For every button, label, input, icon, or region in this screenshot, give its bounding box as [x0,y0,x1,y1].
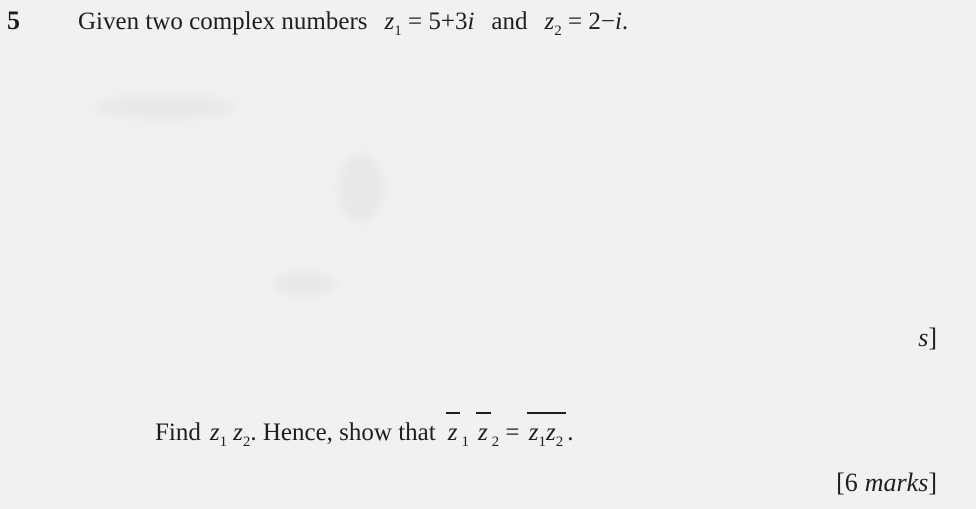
math-z1-equation: = 5+3 [401,8,468,35]
product-z1-subscript: 1 [538,434,547,450]
conjugate-product-overbar [527,412,566,450]
conjugate-z2-symbol: z [477,419,488,446]
product-z2-symbol: z [546,419,556,446]
math-z1-symbol: z [384,8,395,35]
conjugate-z2-overbar [476,412,491,445]
partial-marks-bracket: ] [928,323,937,352]
conjugate-z2-subscript: 2 [491,434,500,450]
conjugate-z1-symbol: z [447,419,458,446]
math-product-z1-subscript: 1 [219,434,228,450]
marks-bracket-close: ] [928,468,937,497]
marks-word: marks [864,468,929,497]
product-z2-subscript: 2 [555,434,564,450]
find-instruction-line [155,412,574,450]
equation-period: . [567,419,574,446]
math-z1-subscript: 1 [394,23,402,39]
scan-smudge [338,153,384,223]
find-verb: Find [155,419,201,446]
math-z2-symbol: z [544,8,555,35]
product-z1-symbol: z [528,419,539,446]
scan-smudge [272,272,338,296]
find-sentence-text: . Hence, show that [250,419,436,446]
marks-label [836,470,937,496]
math-z2-equation: = 2− [561,8,615,35]
math-product-z2: z [233,419,243,446]
equals-sign: = [499,419,526,446]
question-statement-line [78,9,628,39]
scan-smudge [93,95,238,119]
conjugate-z1-overbar [446,412,461,445]
math-product-z2-subscript: 2 [242,434,251,450]
sentence-period: . [621,8,629,35]
marks-value: 6 [844,468,858,497]
partial-marks-letter: s [918,323,929,352]
partial-marks-label [918,325,937,351]
math-imaginary-i: i [467,8,475,35]
conjugate-z1-subscript: 1 [461,434,469,450]
math-imaginary-i: i [614,8,622,35]
question-number: 5 [7,6,20,35]
conjunction-and: and [491,8,528,35]
marks-bracket-open: [ [836,468,845,497]
math-z2-subscript: 2 [554,23,562,39]
math-product-z1: z [209,419,220,446]
statement-lead-text: Given two complex numbers [78,8,368,35]
